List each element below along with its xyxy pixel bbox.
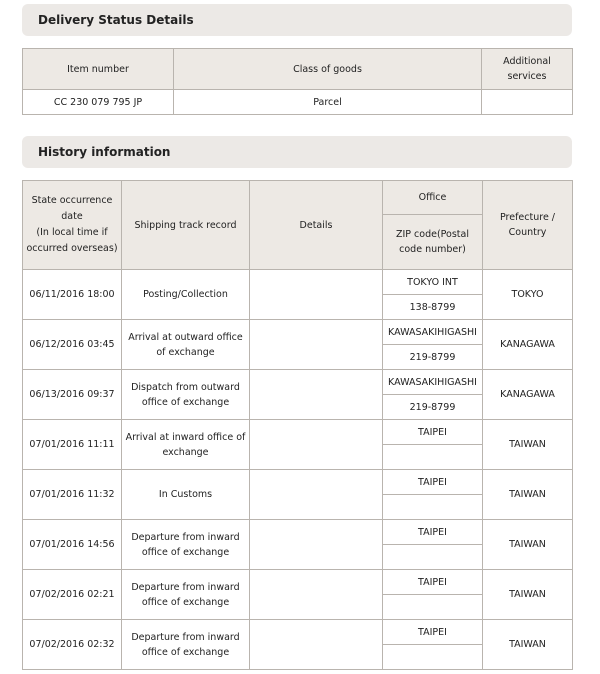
date-cell: 07/01/2016 14:56 xyxy=(23,520,122,570)
office-cell: KAWASAKIHIGASHI xyxy=(383,370,483,395)
date-cell: 06/13/2016 09:37 xyxy=(23,370,122,420)
track-record-cell: Dispatch from outward office of exchange xyxy=(122,370,250,420)
prefecture-cell: TAIWAN xyxy=(483,620,573,670)
table-row xyxy=(23,270,573,295)
table-row xyxy=(23,420,573,445)
track-record-cell: Departure from inward office of exchange xyxy=(122,520,250,570)
prefecture-cell: TOKYO xyxy=(483,270,573,320)
additional-services-header: Additional services xyxy=(482,49,573,90)
zip-code-cell xyxy=(383,645,483,670)
delivery-status-title: Delivery Status Details xyxy=(38,13,194,27)
track-record-cell: Arrival at inward office of exchange xyxy=(122,420,250,470)
prefecture-cell: TAIWAN xyxy=(483,570,573,620)
table-header-row xyxy=(23,181,573,215)
item-number-header: Item number xyxy=(23,49,174,90)
office-cell: TAIPEI xyxy=(383,470,483,495)
details-cell xyxy=(250,470,383,520)
shipping-track-record-header: Shipping track record xyxy=(122,181,250,270)
delivery-status-table xyxy=(22,48,573,115)
date-cell: 07/02/2016 02:32 xyxy=(23,620,122,670)
table-row xyxy=(23,620,573,645)
track-record-cell: In Customs xyxy=(122,470,250,520)
date-cell: 07/01/2016 11:32 xyxy=(23,470,122,520)
zip-code-cell: 219-8799 xyxy=(383,345,483,370)
zip-code-cell: 219-8799 xyxy=(383,395,483,420)
details-cell xyxy=(250,570,383,620)
track-record-cell: Arrival at outward office of exchange xyxy=(122,320,250,370)
office-cell: TAIPEI xyxy=(383,570,483,595)
history-heading xyxy=(22,136,572,168)
zip-code-cell xyxy=(383,445,483,470)
prefecture-cell: KANAGAWA xyxy=(483,370,573,420)
prefecture-country-header: Prefecture / Country xyxy=(483,181,573,270)
zip-code-header: ZIP code(Postal code number) xyxy=(383,215,483,270)
history-rows xyxy=(23,270,573,670)
date-cell: 06/11/2016 18:00 xyxy=(23,270,122,320)
office-cell: TOKYO INT xyxy=(383,270,483,295)
class-of-goods-header: Class of goods xyxy=(174,49,482,90)
office-cell: TAIPEI xyxy=(383,420,483,445)
prefecture-cell: TAIWAN xyxy=(483,520,573,570)
details-cell xyxy=(250,370,383,420)
zip-code-cell xyxy=(383,495,483,520)
details-cell xyxy=(250,270,383,320)
office-cell: TAIPEI xyxy=(383,520,483,545)
details-header: Details xyxy=(250,181,383,270)
date-cell: 07/02/2016 02:21 xyxy=(23,570,122,620)
track-record-cell: Departure from inward office of exchange xyxy=(122,570,250,620)
prefecture-cell: TAIWAN xyxy=(483,420,573,470)
zip-code-cell xyxy=(383,595,483,620)
item-number-cell: CC 230 079 795 JP xyxy=(23,90,174,115)
date-cell: 06/12/2016 03:45 xyxy=(23,320,122,370)
table-row xyxy=(23,570,573,595)
office-header: Office xyxy=(383,181,483,215)
class-of-goods-cell: Parcel xyxy=(174,90,482,115)
details-cell xyxy=(250,520,383,570)
table-row xyxy=(23,520,573,545)
history-table xyxy=(22,180,573,670)
table-header-row xyxy=(23,49,573,90)
track-record-cell: Posting/Collection xyxy=(122,270,250,320)
details-cell xyxy=(250,320,383,370)
office-cell: KAWASAKIHIGASHI xyxy=(383,320,483,345)
additional-services-cell xyxy=(482,90,573,115)
office-cell: TAIPEI xyxy=(383,620,483,645)
history-title: History information xyxy=(38,145,171,159)
zip-code-cell xyxy=(383,545,483,570)
prefecture-cell: TAIWAN xyxy=(483,470,573,520)
details-cell xyxy=(250,420,383,470)
table-row xyxy=(23,320,573,345)
zip-code-cell: 138-8799 xyxy=(383,295,483,320)
table-row xyxy=(23,90,573,115)
table-row xyxy=(23,370,573,395)
table-row xyxy=(23,470,573,495)
date-header: State occurrence date (In local time if occurred overseas) xyxy=(23,181,122,270)
track-record-cell: Departure from inward office of exchange xyxy=(122,620,250,670)
date-cell: 07/01/2016 11:11 xyxy=(23,420,122,470)
delivery-status-heading xyxy=(22,4,572,36)
prefecture-cell: KANAGAWA xyxy=(483,320,573,370)
details-cell xyxy=(250,620,383,670)
